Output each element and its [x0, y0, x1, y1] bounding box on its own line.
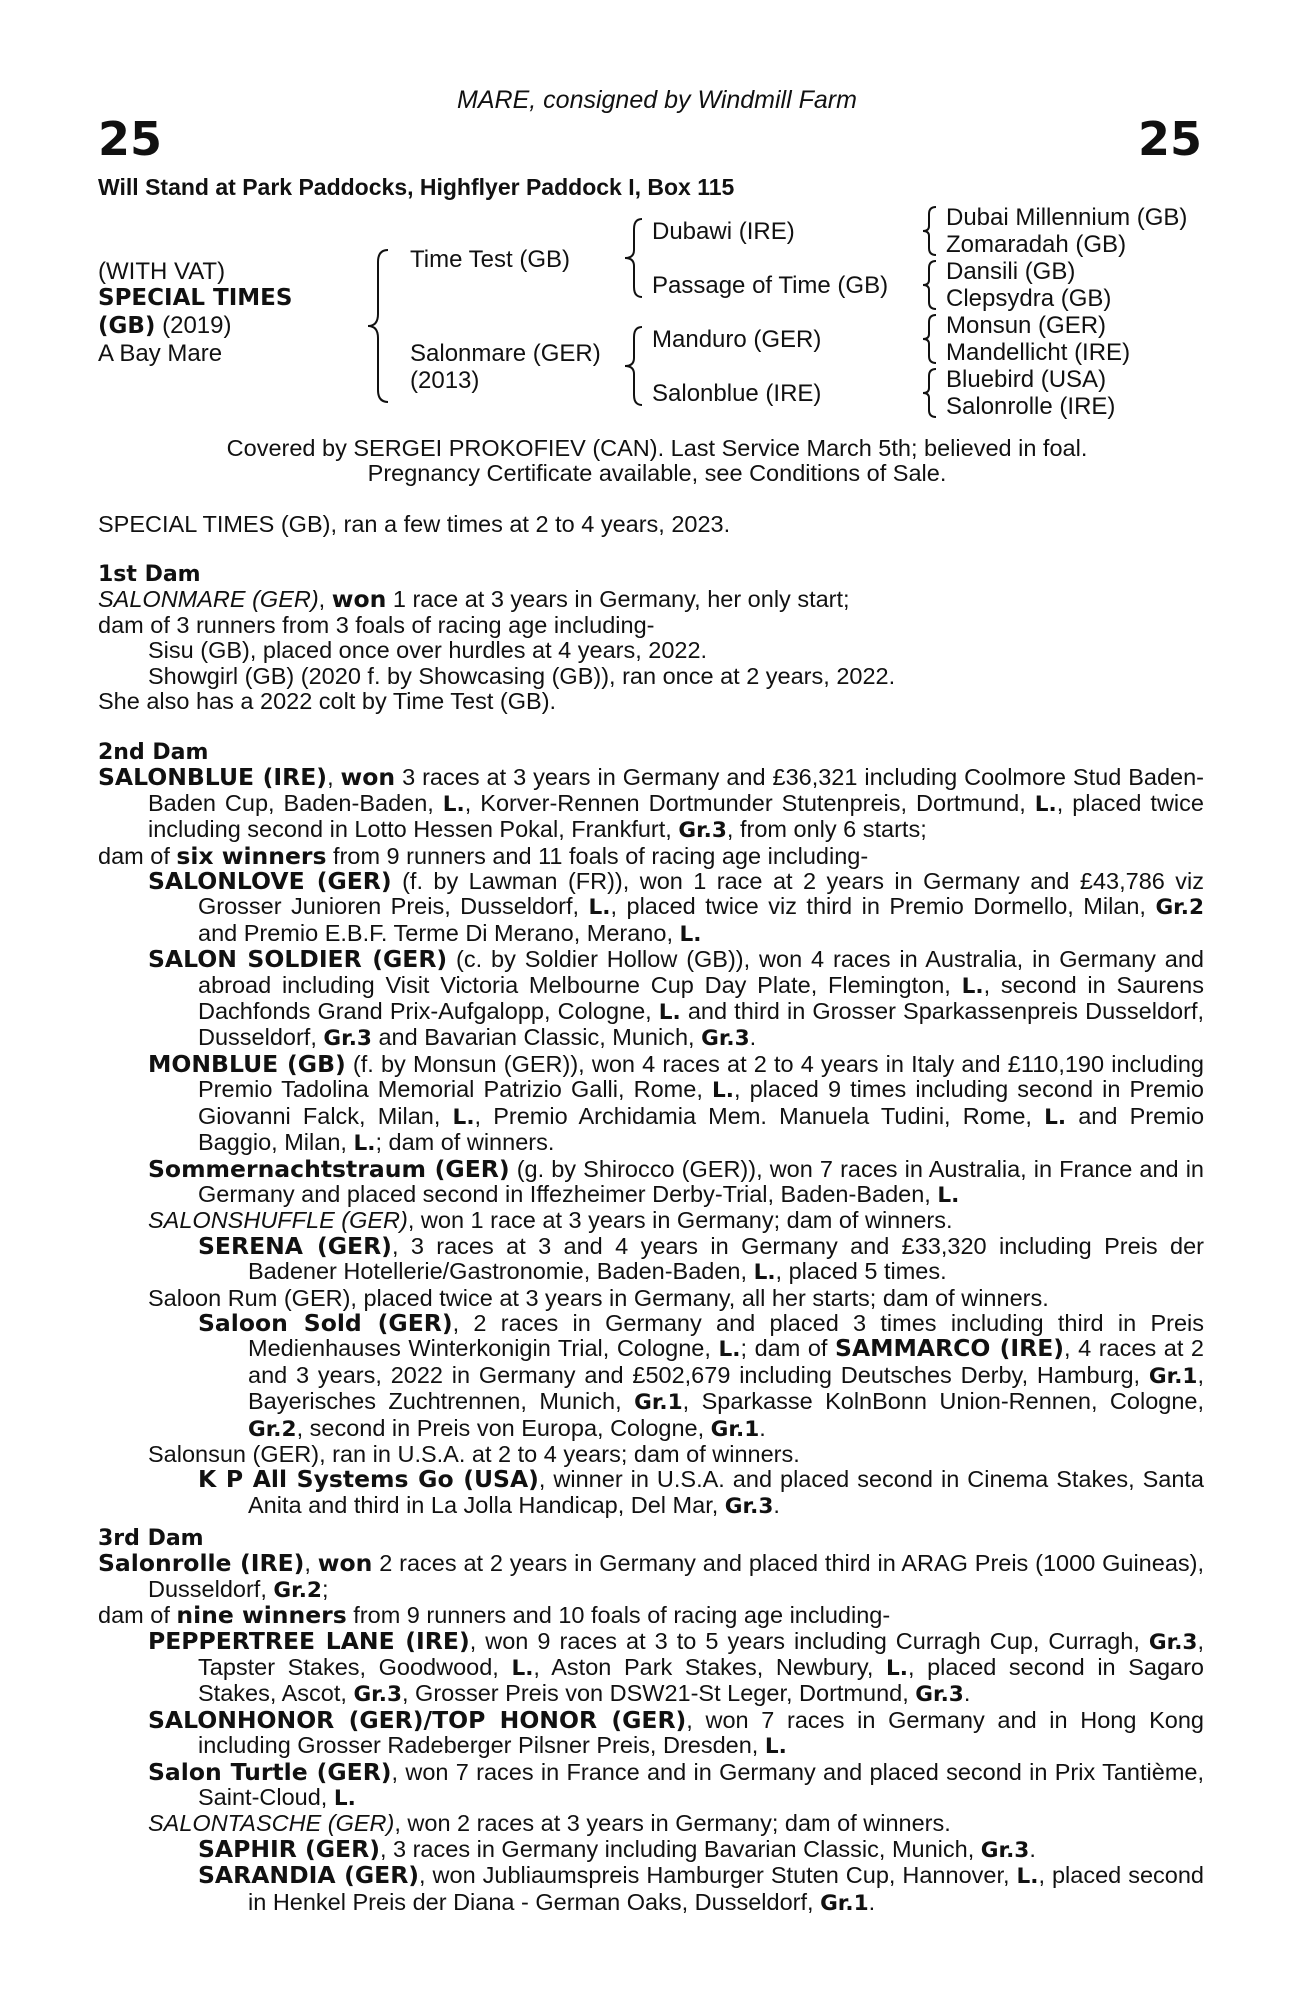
- first-dam-heading: 1st Dam: [98, 562, 201, 587]
- second-dam-name: SALONBLUE (IRE): [98, 763, 328, 792]
- gen4-brace-1: [920, 258, 940, 312]
- horse-name: SPECIAL TIMES: [98, 285, 293, 311]
- third-dam-heading: 3rd Dam: [98, 1526, 204, 1551]
- lot-number-right: 25: [1137, 112, 1202, 166]
- second-dam-heading: 2nd Dam: [98, 740, 209, 765]
- horse-description: A Bay Mare: [98, 340, 223, 367]
- gen4-brace-0: [920, 204, 940, 258]
- sire-dam-brace: [364, 246, 394, 406]
- first-dam-section: 1st Dam SALONMARE (GER), won 1 race at 3 years in Germany, her only start; dam of 3 runners from 3 foals of racing age including- Sisu (GB), placed once over hurdles at 4 years, 2022. Showgirl (GB) (2020 f. by Showcasing (GB)), ran once at 2 years, 2022. She also has a 2022 colt by Time Test (GB).: [98, 562, 1204, 714]
- pedigree-gen4: Dubai Millennium (GB) Zomaradah (GB) Dansili (GB) Clepsydra (GB) Monsun (GER) Mandellicht (IRE) Bluebird (USA) Salonrolle (IRE): [946, 204, 1188, 420]
- pedigree-sire: Time Test (GB): [410, 246, 571, 273]
- horse-info: [98, 258, 338, 367]
- pedigree-gen3-3: Salonblue (IRE): [652, 380, 822, 407]
- third-dam-section: 3rd Dam Salonrolle (IRE), won 2 races at 2 years in Germany and placed third in ARAG Preis (1000 Guineas), Dusseldorf, Gr.2; dam of nine winners from 9 runners and 10 foals of racing age including- PEPPERTREE LANE (IRE), won 9 races at 3 to 5 years including Curragh Cup, Curragh, Gr.3, Tapster Stakes, Goodwood, L., Aston Park Stakes, Newbury, L., placed second in Sagaro Stakes, Ascot, Gr.3, Grosser Preis von DSW21-St Leger, Dortmund, Gr.3. SALONHONOR (GER)/TOP HONOR (GER), won 7 races in Germany and in Hong Kong including Grosser Radeberger Pilsner Preis, Dresden, L. Salon Turtle (GER), won 7 races in France and in Germany and placed second in Prix Tantième, Saint-Cloud, L. SALONTASCHE (GER), won 2 races at 3 years in Germany; dam of winners. SAPHIR (GER), 3 races in Germany including Bavarian Classic, Munich, Gr.3. SARANDIA (GER), won Jubliaumspreis Hamburger Stuten Cup, Hannover, L., placed second in Henkel Preis der Diana - German Oaks, Dusseldorf, Gr.1.: [98, 1526, 1205, 1916]
- intro-line: SPECIAL TIMES (GB), ran a few times at 2 to 4 years, 2023.: [98, 511, 731, 537]
- pedigree-dam: Salonmare (GER) (2013): [410, 340, 601, 394]
- pedigree-gen3-0: Dubawi (IRE): [652, 218, 795, 245]
- stand-location: Will Stand at Park Paddocks, Highflyer Paddock I, Box 115: [98, 174, 735, 200]
- lot-number-left: 25: [98, 112, 163, 166]
- sire-parents-brace: [622, 216, 646, 300]
- pedigree-gen3-2: Manduro (GER): [652, 326, 822, 353]
- horse-country-year: (GB) (2019): [98, 312, 232, 339]
- gen4-brace-3: [920, 366, 940, 420]
- covered-note: Covered by SERGEI PROKOFIEV (CAN). Last Service March 5th; believed in foal. Pregnancy Certificate available, see Conditions of Sale.: [226, 435, 1088, 487]
- gen4-brace-2: [920, 312, 940, 366]
- pedigree-gen3-1: Passage of Time (GB): [652, 272, 889, 299]
- first-dam-name: SALONMARE (GER): [98, 586, 319, 613]
- second-dam-section: 2nd Dam SALONBLUE (IRE), won 3 races at 3 years in Germany and £36,321 including Coolmore Stud Baden-Baden Cup, Baden-Baden, L., Korver-Rennen Dortmunder Stutenpreis, Dortmund, L., placed twice including second in Lotto Hessen Pokal, Frankfurt, Gr.3, from only 6 starts; dam of six winners from 9 runners and 11 foals of racing age including- SALONLOVE (GER) (f. by Lawman (FR)), won 1 race at 2 years in Germany and £43,786 viz Grosser Junioren Preis, Dusseldorf, L., placed twice viz third in Premio Dormello, Milan, Gr.2 and Premio E.B.F. Terme Di Merano, Merano, L. SALON SOLDIER (GER) (c. by Soldier Hollow (GB)), won 4 races in Australia, in Germany and abroad including Visit Victoria Melbourne Cup Day Plate, Flemington, L., second in Saurens Dachfonds Grand Prix-Aufgalopp, Cologne, L. and third in Grosser Sparkassenpreis Dusseldorf, Dusseldorf, Gr.3 and Bavarian Classic, Munich, Gr.3. MONBLUE (GB) (f. by Monsun (GER)), won 4 races at 2 to 4 years in Italy and £110,190 including Premio Tadolina Memorial Patrizio Galli, Rome, L., placed 9 times including second in Premio Giovanni Falck, Milan, L., Premio Archidamia Mem. Manuela Tudini, Rome, L. and Premio Baggio, Milan, L.; dam of winners. Sommernachtstraum (GER) (g. by Shirocco (GER)), won 7 races in Australia, in France and in Germany and placed second in Iffezheimer Derby-Trial, Baden-Baden, L. SALONSHUFFLE (GER), won 1 race at 3 years in Germany; dam of winners. SERENA (GER), 3 races at 3 and 4 years in Germany and £33,320 including Preis der Badener Hotellerie/Gastronomie, Baden-Baden, L., placed 5 times. Saloon Rum (GER), placed twice at 3 years in Germany, all her starts; dam of winners. Saloon Sold (GER), 2 races in Germany and placed 3 times including third in Preis Medienhauses Winterkonigin Trial, Cologne, L.; dam of SAMMARCO (IRE), 4 races at 2 and 3 years, 2022 in Germany and £502,679 including Deutsches Derby, Hamburg, Gr.1, Bayerisches Zuchtrennen, Munich, Gr.1, Sparkasse KolnBonn Union-Rennen, Cologne, Gr.2, second in Preis von Europa, Cologne, Gr.1. Salonsun (GER), ran in U.S.A. at 2 to 4 years; dam of winners. K P All Systems Go (USA), winner in U.S.A. and placed second in Cinema Stakes, Santa Anita and third in La Jolla Handicap, Del Mar, Gr.3.: [98, 740, 1205, 1519]
- third-dam-name: Salonrolle (IRE): [98, 1549, 305, 1578]
- vat-note: (WITH VAT): [98, 258, 226, 285]
- dam-parents-brace: [622, 324, 646, 408]
- consignor-line: MARE, consigned by Windmill Farm: [457, 86, 857, 114]
